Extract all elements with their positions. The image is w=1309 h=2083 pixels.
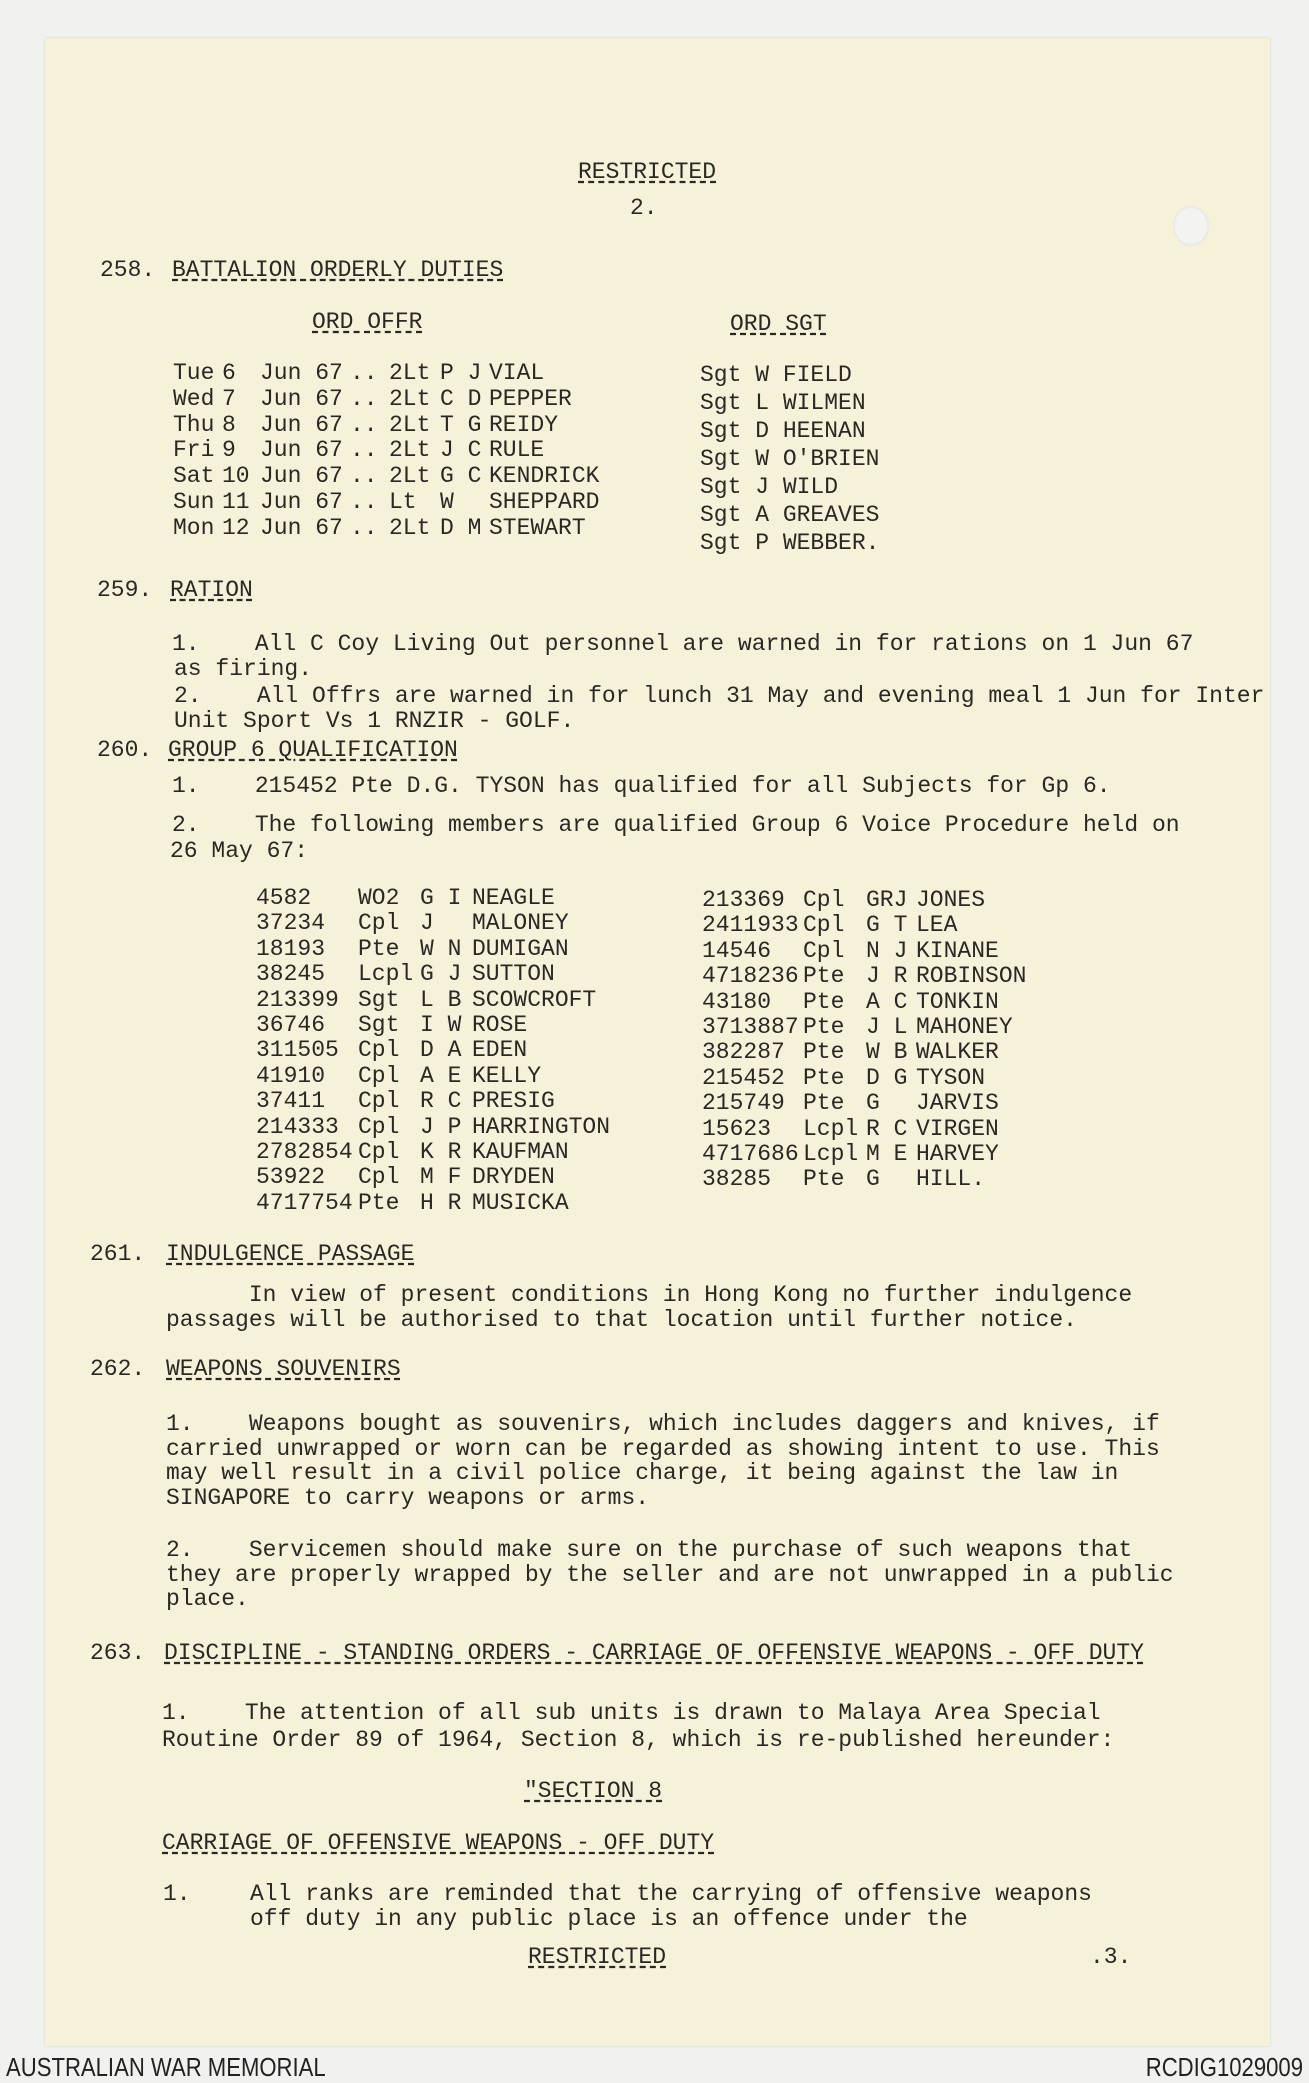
qualified-member-field: 4718236 bbox=[702, 963, 799, 990]
qualified-member-field: JONES bbox=[916, 887, 986, 913]
qualified-member-field: SCOWCROFT bbox=[472, 986, 597, 1013]
qualified-member-field: EDEN bbox=[472, 1037, 528, 1064]
archive-reference: RCDIG1029009 bbox=[1145, 2052, 1303, 2082]
duty-date: 10 bbox=[222, 463, 250, 490]
duty-day: Sat bbox=[173, 463, 215, 490]
qualified-member-field: 18193 bbox=[256, 935, 326, 962]
duty-month: Jun 67 bbox=[260, 360, 343, 386]
qualified-member-field: TYSON bbox=[916, 1064, 986, 1091]
qualified-member-field: W N bbox=[420, 935, 462, 962]
qualified-member-field: Cpl bbox=[803, 912, 845, 939]
duty-rank: 2Lt bbox=[389, 514, 431, 541]
qualified-member-field: 215452 bbox=[702, 1064, 785, 1091]
qualified-member-field: KELLY bbox=[472, 1062, 542, 1089]
qualified-member-field: Cpl bbox=[358, 1062, 400, 1089]
paragraph-line: off duty in any public place is an offence under the bbox=[250, 1906, 968, 1932]
qualified-member-field: WALKER bbox=[916, 1039, 999, 1066]
duty-initials: D M bbox=[440, 514, 482, 541]
section-number: 258. bbox=[100, 257, 156, 283]
qualified-member-field: J P bbox=[420, 1113, 462, 1140]
qualified-member-field: MAHONEY bbox=[916, 1014, 1013, 1040]
qualified-member-field: Lcpl bbox=[358, 961, 414, 988]
qualified-member-field: 4717754 bbox=[256, 1189, 353, 1216]
duty-sep: .. bbox=[350, 385, 378, 412]
qualified-member-field: R C bbox=[420, 1088, 462, 1115]
duty-month: Jun 67 bbox=[260, 514, 343, 541]
qualified-member-field: Sgt bbox=[358, 1012, 400, 1038]
qualified-member-field: 311505 bbox=[256, 1037, 339, 1064]
qualified-member-field: 2782854 bbox=[256, 1139, 353, 1165]
column-header-ord-offr: ORD OFFR bbox=[312, 309, 423, 335]
qualified-member-field: WO2 bbox=[358, 885, 400, 911]
duty-date: 6 bbox=[222, 360, 236, 386]
duty-sep: .. bbox=[350, 411, 378, 438]
qualified-member-field: 38245 bbox=[256, 961, 326, 988]
qualified-member-field: VIRGEN bbox=[916, 1115, 999, 1142]
section-title: DISCIPLINE - STANDING ORDERS - CARRIAGE OF OFFENSIVE WEAPONS - OFF DUTY bbox=[164, 1640, 1144, 1666]
qualified-member-field: ROSE bbox=[472, 1012, 528, 1038]
qualified-member-field: 43180 bbox=[702, 988, 772, 1015]
qualified-member-field: 382287 bbox=[702, 1039, 785, 1066]
qualified-member-field: R C bbox=[866, 1115, 908, 1142]
paragraph-line: as firing. bbox=[174, 656, 313, 682]
duty-rank: 2Lt bbox=[389, 385, 431, 412]
qualified-member-field: K R bbox=[420, 1139, 462, 1165]
section-title: WEAPONS SOUVENIRS bbox=[166, 1356, 401, 1382]
paragraph-line: 1. Weapons bought as souvenirs, which includes daggers and knives, if bbox=[166, 1411, 1160, 1437]
qualified-member-field: D A bbox=[420, 1037, 462, 1064]
qualified-member-field: A C bbox=[866, 988, 908, 1015]
qualified-member-field: 4717686 bbox=[702, 1141, 799, 1167]
next-page-number: .3. bbox=[1090, 1944, 1132, 1970]
qualified-member-field: DRYDEN bbox=[472, 1164, 555, 1191]
duty-month: Jun 67 bbox=[260, 489, 343, 515]
duty-month: Jun 67 bbox=[260, 411, 343, 438]
qualified-member-field: Pte bbox=[803, 1166, 845, 1193]
qualified-member-field: 38285 bbox=[702, 1166, 772, 1193]
qualified-member-field: N J bbox=[866, 937, 908, 964]
paragraph-line: they are properly wrapped by the seller and are not unwrapped in a public bbox=[166, 1561, 1174, 1588]
qualified-member-field: MALONEY bbox=[472, 910, 569, 937]
qualified-member-field: Pte bbox=[803, 988, 845, 1015]
qualified-member-field: SUTTON bbox=[472, 961, 555, 988]
qualified-member-field: Cpl bbox=[358, 1113, 400, 1140]
qualified-member-field: G bbox=[866, 1166, 880, 1193]
qualified-member-field: G J bbox=[420, 961, 462, 988]
qualified-member-field: Cpl bbox=[358, 1088, 400, 1115]
ord-sgt-entry: Sgt W FIELD bbox=[700, 362, 852, 388]
qualified-member-field: Cpl bbox=[358, 1037, 400, 1064]
qualified-member-field: 3713887 bbox=[702, 1014, 799, 1040]
duty-day: Wed bbox=[173, 385, 215, 412]
duty-rank: 2Lt bbox=[389, 360, 431, 386]
paragraph-line: Routine Order 89 of 1964, Section 8, which is re-published hereunder: bbox=[162, 1727, 1115, 1753]
duty-month: Jun 67 bbox=[260, 385, 343, 412]
section-title: GROUP 6 QUALIFICATION bbox=[168, 737, 458, 763]
section-title: INDULGENCE PASSAGE bbox=[166, 1241, 415, 1267]
qualified-member-field: TONKIN bbox=[916, 988, 999, 1015]
duty-date: 8 bbox=[222, 411, 236, 438]
qualified-member-field: Pte bbox=[803, 1090, 845, 1117]
qualified-member-field: Pte bbox=[803, 1064, 845, 1091]
qualified-member-field: MUSICKA bbox=[472, 1189, 569, 1216]
duty-sep: .. bbox=[350, 489, 378, 515]
qualified-member-field: 53922 bbox=[256, 1164, 326, 1191]
duty-month: Jun 67 bbox=[260, 437, 343, 464]
qualified-member-field: 2411933 bbox=[702, 912, 799, 939]
paragraph-line: 2. Servicemen should make sure on the purchase of such weapons that bbox=[166, 1537, 1133, 1563]
paragraph-line: SINGAPORE to carry weapons or arms. bbox=[166, 1484, 650, 1511]
qualified-member-field: Pte bbox=[803, 1039, 845, 1066]
qualified-member-field: J L bbox=[866, 1014, 908, 1040]
qualified-member-field: Pte bbox=[803, 1014, 845, 1040]
section-number: 260. bbox=[97, 737, 153, 763]
qualified-member-field: Cpl bbox=[803, 887, 845, 913]
section-number: 261. bbox=[90, 1241, 146, 1267]
duty-rank: 2Lt bbox=[389, 437, 431, 464]
duty-day: Tue bbox=[173, 360, 215, 386]
qualified-member-field: Sgt bbox=[358, 986, 400, 1013]
qualified-member-field: 213399 bbox=[256, 986, 339, 1013]
qualified-member-field: 4582 bbox=[256, 885, 312, 911]
duty-initials: C D bbox=[440, 385, 482, 412]
qualified-member-field: 213369 bbox=[702, 887, 785, 913]
quoted-section-heading: "SECTION 8 bbox=[524, 1778, 663, 1804]
qualified-member-field: Cpl bbox=[803, 937, 845, 964]
qualified-member-field: LEA bbox=[916, 912, 958, 939]
page-number: 2. bbox=[630, 195, 658, 221]
qualified-member-field: Pte bbox=[358, 1189, 400, 1216]
qualified-member-field: G bbox=[866, 1090, 880, 1117]
qualified-member-field: 14546 bbox=[702, 937, 772, 964]
column-header-ord-sgt: ORD SGT bbox=[730, 311, 827, 337]
quoted-paragraph-number: 1. bbox=[163, 1881, 191, 1907]
qualified-member-field: Pte bbox=[358, 935, 400, 962]
qualified-member-field: Cpl bbox=[358, 1139, 400, 1165]
qualified-member-field: D G bbox=[866, 1064, 908, 1091]
duty-sep: .. bbox=[350, 463, 378, 490]
paragraph-line: 1. All C Coy Living Out personnel are warned in for rations on 1 Jun 67 bbox=[172, 631, 1194, 657]
qualified-member-field: HARVEY bbox=[916, 1141, 999, 1167]
ord-sgt-entry: Sgt P WEBBER. bbox=[700, 530, 880, 556]
ord-sgt-entry: Sgt D HEENAN bbox=[700, 418, 866, 444]
qualified-member-field: HILL. bbox=[916, 1166, 986, 1193]
qualified-member-field: DUMIGAN bbox=[472, 935, 569, 962]
paragraph-line: may well result in a civil police charge, it being against the law in bbox=[166, 1460, 1119, 1486]
paragraph-line: carried unwrapped or worn can be regarded as showing intent to use. This bbox=[166, 1435, 1160, 1462]
qualified-member-field: KINANE bbox=[916, 937, 999, 964]
duty-name: PEPPER bbox=[489, 385, 572, 412]
qualified-member-field: 15623 bbox=[702, 1115, 772, 1142]
qualified-member-field: Cpl bbox=[358, 910, 400, 937]
duty-day: Thu bbox=[173, 411, 215, 438]
paragraph-line: passages will be authorised to that location until further notice. bbox=[166, 1307, 1077, 1333]
qualified-member-field: Pte bbox=[803, 963, 845, 990]
punch-hole bbox=[1173, 206, 1209, 246]
qualified-member-field: ROBINSON bbox=[916, 963, 1027, 990]
duty-date: 11 bbox=[222, 489, 250, 515]
section-number: 259. bbox=[97, 577, 153, 603]
qualified-member-field: 37411 bbox=[256, 1088, 326, 1115]
duty-initials: P J bbox=[440, 360, 482, 386]
ord-sgt-entry: Sgt L WILMEN bbox=[700, 390, 866, 416]
paragraph-line: 1. The attention of all sub units is drawn to Malaya Area Special bbox=[162, 1700, 1101, 1726]
section-title: RATION bbox=[170, 577, 253, 603]
duty-initials: J C bbox=[440, 437, 482, 464]
qualified-member-field: 37234 bbox=[256, 910, 326, 937]
duty-name: SHEPPARD bbox=[489, 489, 600, 515]
qualified-member-field: G I bbox=[420, 885, 462, 911]
qualified-member-field: 41910 bbox=[256, 1062, 326, 1089]
duty-date: 7 bbox=[222, 385, 236, 412]
ord-sgt-entry: Sgt A GREAVES bbox=[700, 502, 880, 528]
qualified-member-field: W B bbox=[866, 1039, 908, 1066]
qualified-member-field: 214333 bbox=[256, 1113, 339, 1140]
quoted-subtitle: CARRIAGE OF OFFENSIVE WEAPONS - OFF DUTY bbox=[162, 1830, 715, 1856]
paragraph-line: place. bbox=[166, 1586, 249, 1612]
ord-sgt-entry: Sgt W O'BRIEN bbox=[700, 446, 880, 472]
archive-institution: AUSTRALIAN WAR MEMORIAL bbox=[6, 2052, 326, 2082]
paragraph-line: All ranks are reminded that the carrying of offensive weapons bbox=[250, 1881, 1092, 1907]
qualified-member-field: Cpl bbox=[358, 1164, 400, 1191]
duty-date: 12 bbox=[222, 514, 250, 541]
duty-day: Mon bbox=[173, 514, 215, 541]
qualified-member-field: Lcpl bbox=[803, 1115, 859, 1142]
paragraph-line: 1. 215452 Pte D.G. TYSON has qualified for all Subjects for Gp 6. bbox=[172, 773, 1111, 799]
duty-initials: G C bbox=[440, 463, 482, 490]
qualified-member-field: JARVIS bbox=[916, 1090, 999, 1117]
duty-day: Sun bbox=[173, 489, 215, 515]
qualified-member-field: GRJ bbox=[866, 887, 908, 913]
duty-day: Fri bbox=[173, 437, 215, 464]
duty-date: 9 bbox=[222, 437, 236, 464]
duty-name: VIAL bbox=[489, 360, 545, 386]
duty-name: KENDRICK bbox=[489, 463, 600, 490]
duty-sep: .. bbox=[350, 437, 378, 464]
classification-header: RESTRICTED bbox=[578, 159, 717, 185]
qualified-member-field: 36746 bbox=[256, 1012, 326, 1038]
paragraph-line: In view of present conditions in Hong Kong no further indulgence bbox=[166, 1282, 1133, 1308]
section-number: 262. bbox=[90, 1356, 146, 1382]
qualified-member-field: A E bbox=[420, 1062, 462, 1089]
qualified-member-field: PRESIG bbox=[472, 1088, 555, 1115]
qualified-member-field: H R bbox=[420, 1189, 462, 1216]
qualified-member-field: M F bbox=[420, 1164, 462, 1191]
duty-name: RULE bbox=[489, 437, 545, 464]
qualified-member-field: Lcpl bbox=[803, 1141, 859, 1167]
duty-name: REIDY bbox=[489, 411, 559, 438]
paragraph-line: 2. All Offrs are warned in for lunch 31 May and evening meal 1 Jun for Inter bbox=[174, 683, 1265, 709]
paragraph-line: Unit Sport Vs 1 RNZIR - GOLF. bbox=[174, 708, 575, 734]
qualified-member-field: M E bbox=[866, 1141, 908, 1167]
qualified-member-field: J bbox=[420, 910, 434, 937]
paragraph-line: 26 May 67: bbox=[170, 838, 309, 864]
qualified-member-field: NEAGLE bbox=[472, 885, 555, 911]
duty-initials: T G bbox=[440, 411, 482, 438]
duty-sep: .. bbox=[350, 514, 378, 541]
paragraph-line: 2. The following members are qualified Group 6 Voice Procedure held on bbox=[172, 812, 1180, 838]
duty-name: STEWART bbox=[489, 514, 586, 541]
classification-footer: RESTRICTED bbox=[528, 1944, 667, 1970]
duty-month: Jun 67 bbox=[260, 463, 343, 490]
section-title: BATTALION ORDERLY DUTIES bbox=[172, 257, 504, 283]
ord-sgt-entry: Sgt J WILD bbox=[700, 474, 839, 500]
qualified-member-field: HARRINGTON bbox=[472, 1113, 611, 1140]
duty-rank: 2Lt bbox=[389, 463, 431, 490]
qualified-member-field: KAUFMAN bbox=[472, 1139, 569, 1165]
duty-rank: 2Lt bbox=[389, 411, 431, 438]
qualified-member-field: J R bbox=[866, 963, 908, 990]
section-number: 263. bbox=[90, 1640, 146, 1666]
duty-sep: .. bbox=[350, 360, 378, 386]
qualified-member-field: L B bbox=[420, 986, 462, 1013]
duty-rank: Lt bbox=[389, 489, 417, 515]
qualified-member-field: I W bbox=[420, 1012, 462, 1038]
qualified-member-field: 215749 bbox=[702, 1090, 785, 1117]
qualified-member-field: G T bbox=[866, 912, 908, 939]
duty-initials: W bbox=[440, 489, 454, 515]
